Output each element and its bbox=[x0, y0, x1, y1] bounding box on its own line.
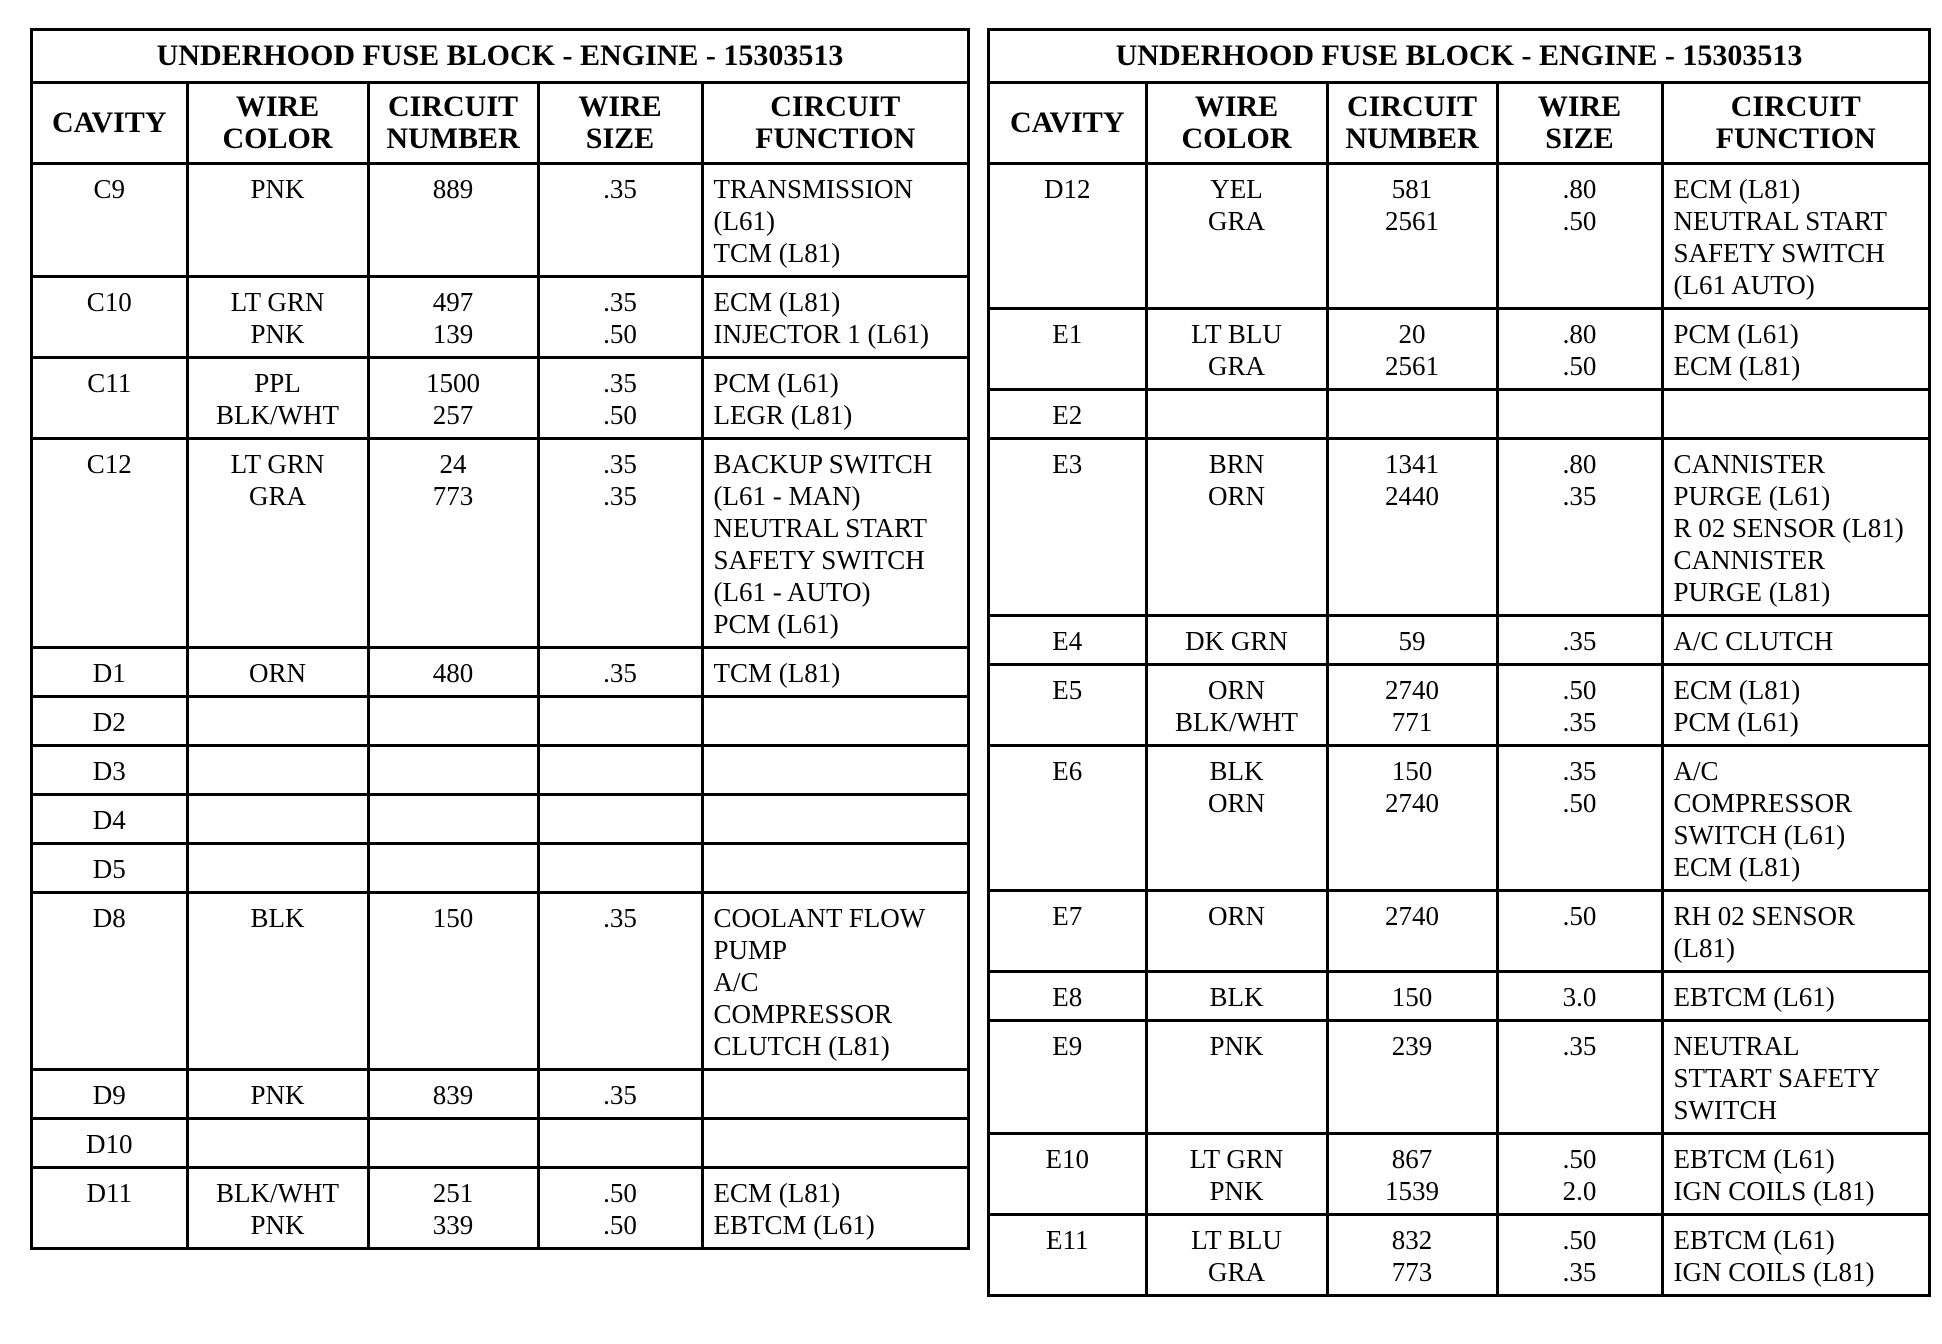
cell-circuit-number: 889 bbox=[368, 164, 538, 277]
cell-wire-color: PPL BLK/WHT bbox=[187, 358, 368, 439]
cell-circuit-number: 480 bbox=[368, 648, 538, 697]
cell-circuit-number bbox=[1327, 390, 1497, 439]
table-row bbox=[33, 795, 967, 844]
cell-circuit-number: 59 bbox=[1327, 616, 1497, 665]
cell-cavity: E5 bbox=[990, 665, 1146, 746]
cell-wire-size: .50 .35 bbox=[1497, 665, 1662, 746]
cell-wire-size: .35 bbox=[538, 1070, 702, 1119]
cell-circuit-number: 2740 bbox=[1327, 891, 1497, 972]
cell-cavity: D4 bbox=[33, 795, 187, 844]
cell-wire-color: LT GRN GRA bbox=[187, 439, 368, 648]
table-row bbox=[33, 1168, 967, 1248]
cell-cavity: E3 bbox=[990, 439, 1146, 616]
cell-wire-color: BLK/WHT PNK bbox=[187, 1168, 368, 1248]
table-row bbox=[33, 648, 967, 697]
cell-circuit-function: A/C COMPRESSOR SWITCH (L61) ECM (L81) bbox=[1662, 746, 1928, 891]
table-row bbox=[990, 390, 1928, 439]
cell-circuit-function: ECM (L81) EBTCM (L61) bbox=[702, 1168, 967, 1248]
cell-circuit-function: CANNISTER PURGE (L61) R 02 SENSOR (L81) CANNISTER PURGE (L81) bbox=[1662, 439, 1928, 616]
cell-circuit-function: PCM (L61) ECM (L81) bbox=[1662, 309, 1928, 390]
cell-wire-size bbox=[1497, 390, 1662, 439]
cell-wire-color bbox=[187, 844, 368, 893]
cell-circuit-function bbox=[702, 697, 967, 746]
fuse-table bbox=[33, 31, 967, 1247]
cell-circuit-number bbox=[368, 844, 538, 893]
cell-wire-size: .35 bbox=[538, 164, 702, 277]
cell-circuit-number: 2740 771 bbox=[1327, 665, 1497, 746]
cell-cavity: E8 bbox=[990, 972, 1146, 1021]
cell-wire-color: ORN bbox=[187, 648, 368, 697]
cell-wire-size: .50 bbox=[1497, 891, 1662, 972]
cell-wire-size: .35 .50 bbox=[1497, 746, 1662, 891]
table-row bbox=[990, 439, 1928, 616]
cell-cavity: D1 bbox=[33, 648, 187, 697]
cell-circuit-number: 867 1539 bbox=[1327, 1134, 1497, 1215]
header-circuit-number: CIRCUIT NUMBER bbox=[368, 83, 538, 164]
cell-cavity: D9 bbox=[33, 1070, 187, 1119]
header-circuit-function: CIRCUIT FUNCTION bbox=[702, 83, 967, 164]
cell-wire-color: LT GRN PNK bbox=[187, 277, 368, 358]
cell-wire-size: .35 .50 bbox=[538, 277, 702, 358]
header-wire-size: WIRE SIZE bbox=[538, 83, 702, 164]
cell-wire-color: LT BLU GRA bbox=[1146, 1215, 1327, 1295]
cell-wire-size: 3.0 bbox=[1497, 972, 1662, 1021]
table-body bbox=[33, 164, 967, 1248]
table-row bbox=[33, 697, 967, 746]
cell-cavity: D12 bbox=[990, 164, 1146, 309]
cell-cavity: C11 bbox=[33, 358, 187, 439]
cell-wire-size bbox=[538, 1119, 702, 1168]
cell-circuit-number bbox=[368, 697, 538, 746]
cell-wire-size bbox=[538, 795, 702, 844]
table-row bbox=[33, 277, 967, 358]
cell-circuit-number: 251 339 bbox=[368, 1168, 538, 1248]
cell-cavity: E2 bbox=[990, 390, 1146, 439]
cell-circuit-function: EBTCM (L61) bbox=[1662, 972, 1928, 1021]
cell-circuit-number: 832 773 bbox=[1327, 1215, 1497, 1295]
cell-wire-size: .35 .35 bbox=[538, 439, 702, 648]
cell-circuit-number bbox=[368, 1119, 538, 1168]
table-row bbox=[33, 1119, 967, 1168]
cell-circuit-function: EBTCM (L61) IGN COILS (L81) bbox=[1662, 1134, 1928, 1215]
cell-circuit-number: 1500 257 bbox=[368, 358, 538, 439]
cell-cavity: E6 bbox=[990, 746, 1146, 891]
cell-circuit-function: RH 02 SENSOR (L81) bbox=[1662, 891, 1928, 972]
cell-circuit-function bbox=[702, 1070, 967, 1119]
table-row bbox=[33, 893, 967, 1070]
cell-wire-color: ORN BLK/WHT bbox=[1146, 665, 1327, 746]
cell-cavity: D2 bbox=[33, 697, 187, 746]
cell-wire-color: PNK bbox=[1146, 1021, 1327, 1134]
cell-circuit-function: ECM (L81) INJECTOR 1 (L61) bbox=[702, 277, 967, 358]
cell-circuit-function: TCM (L81) bbox=[702, 648, 967, 697]
cell-wire-color bbox=[187, 746, 368, 795]
cell-wire-size: .80 .50 bbox=[1497, 309, 1662, 390]
cell-cavity: C9 bbox=[33, 164, 187, 277]
table-row bbox=[33, 844, 967, 893]
table-title: UNDERHOOD FUSE BLOCK - ENGINE - 15303513 bbox=[990, 31, 1928, 83]
cell-circuit-function: BACKUP SWITCH (L61 - MAN) NEUTRAL START SAFETY SWITCH (L61 - AUTO) PCM (L61) bbox=[702, 439, 967, 648]
cell-circuit-number: 150 bbox=[1327, 972, 1497, 1021]
cell-wire-size: .35 bbox=[538, 893, 702, 1070]
cell-wire-color: BRN ORN bbox=[1146, 439, 1327, 616]
cell-wire-color bbox=[187, 1119, 368, 1168]
cell-wire-color: DK GRN bbox=[1146, 616, 1327, 665]
table-row bbox=[990, 972, 1928, 1021]
cell-wire-color: LT GRN PNK bbox=[1146, 1134, 1327, 1215]
cell-cavity: D11 bbox=[33, 1168, 187, 1248]
cell-wire-size: .80 .50 bbox=[1497, 164, 1662, 309]
cell-circuit-number: 839 bbox=[368, 1070, 538, 1119]
cell-circuit-function: NEUTRAL STTART SAFETY SWITCH bbox=[1662, 1021, 1928, 1134]
cell-circuit-number: 24 773 bbox=[368, 439, 538, 648]
cell-circuit-number: 150 bbox=[368, 893, 538, 1070]
table-row bbox=[990, 746, 1928, 891]
cell-cavity: E7 bbox=[990, 891, 1146, 972]
table-row bbox=[990, 309, 1928, 390]
cell-cavity: E1 bbox=[990, 309, 1146, 390]
table-row bbox=[990, 665, 1928, 746]
cell-circuit-function: ECM (L81) NEUTRAL START SAFETY SWITCH (L61 AUTO) bbox=[1662, 164, 1928, 309]
cell-circuit-function bbox=[702, 844, 967, 893]
cell-circuit-function bbox=[702, 746, 967, 795]
cell-wire-color: LT BLU GRA bbox=[1146, 309, 1327, 390]
table-row bbox=[33, 164, 967, 277]
cell-wire-color bbox=[187, 697, 368, 746]
cell-wire-color: BLK ORN bbox=[1146, 746, 1327, 891]
table-row bbox=[990, 616, 1928, 665]
cell-cavity: E4 bbox=[990, 616, 1146, 665]
cell-circuit-function bbox=[702, 795, 967, 844]
header-wire-size: WIRE SIZE bbox=[1497, 83, 1662, 164]
cell-circuit-function: A/C CLUTCH bbox=[1662, 616, 1928, 665]
cell-cavity: D8 bbox=[33, 893, 187, 1070]
cell-circuit-function: COOLANT FLOW PUMP A/C COMPRESSOR CLUTCH (L81) bbox=[702, 893, 967, 1070]
fuse-block-table-left bbox=[30, 28, 970, 1250]
cell-wire-color: ORN bbox=[1146, 891, 1327, 972]
table-row bbox=[33, 358, 967, 439]
cell-wire-color bbox=[1146, 390, 1327, 439]
cell-wire-size: .35 .50 bbox=[538, 358, 702, 439]
cell-wire-size bbox=[538, 844, 702, 893]
cell-wire-color: BLK bbox=[187, 893, 368, 1070]
cell-wire-size bbox=[538, 697, 702, 746]
cell-circuit-number: 581 2561 bbox=[1327, 164, 1497, 309]
cell-cavity: C12 bbox=[33, 439, 187, 648]
cell-cavity: D5 bbox=[33, 844, 187, 893]
fuse-block-table-right bbox=[987, 28, 1931, 1297]
cell-cavity: C10 bbox=[33, 277, 187, 358]
cell-circuit-function bbox=[1662, 390, 1928, 439]
cell-wire-size bbox=[538, 746, 702, 795]
header-circuit-function: CIRCUIT FUNCTION bbox=[1662, 83, 1928, 164]
table-row bbox=[990, 1021, 1928, 1134]
cell-wire-color: YEL GRA bbox=[1146, 164, 1327, 309]
fuse-table bbox=[990, 31, 1928, 1294]
cell-circuit-function: ECM (L81) PCM (L61) bbox=[1662, 665, 1928, 746]
cell-circuit-number bbox=[368, 746, 538, 795]
table-title: UNDERHOOD FUSE BLOCK - ENGINE - 15303513 bbox=[33, 31, 967, 83]
header-cavity: CAVITY bbox=[990, 83, 1146, 164]
cell-cavity: E9 bbox=[990, 1021, 1146, 1134]
table-row bbox=[990, 1215, 1928, 1295]
header-wire-color: WIRE COLOR bbox=[187, 83, 368, 164]
cell-circuit-function: EBTCM (L61) IGN COILS (L81) bbox=[1662, 1215, 1928, 1295]
cell-circuit-function bbox=[702, 1119, 967, 1168]
table-row bbox=[990, 1134, 1928, 1215]
cell-circuit-number: 497 139 bbox=[368, 277, 538, 358]
cell-wire-size: .50 .35 bbox=[1497, 1215, 1662, 1295]
cell-wire-color: PNK bbox=[187, 1070, 368, 1119]
cell-circuit-number: 20 2561 bbox=[1327, 309, 1497, 390]
cell-wire-color bbox=[187, 795, 368, 844]
cell-wire-size: .50 2.0 bbox=[1497, 1134, 1662, 1215]
table-body bbox=[990, 164, 1928, 1295]
cell-wire-color: BLK bbox=[1146, 972, 1327, 1021]
header-wire-color: WIRE COLOR bbox=[1146, 83, 1327, 164]
cell-cavity: D3 bbox=[33, 746, 187, 795]
cell-wire-size: .35 bbox=[1497, 616, 1662, 665]
cell-wire-size: .35 bbox=[538, 648, 702, 697]
cell-wire-size: .80 .35 bbox=[1497, 439, 1662, 616]
cell-circuit-function: PCM (L61) LEGR (L81) bbox=[702, 358, 967, 439]
cell-cavity: E10 bbox=[990, 1134, 1146, 1215]
table-row bbox=[33, 746, 967, 795]
cell-circuit-function: TRANSMISSION (L61) TCM (L81) bbox=[702, 164, 967, 277]
header-circuit-number: CIRCUIT NUMBER bbox=[1327, 83, 1497, 164]
cell-cavity: D10 bbox=[33, 1119, 187, 1168]
table-row bbox=[990, 164, 1928, 309]
table-row bbox=[33, 1070, 967, 1119]
cell-circuit-number: 1341 2440 bbox=[1327, 439, 1497, 616]
header-cavity: CAVITY bbox=[33, 83, 187, 164]
cell-wire-size: .35 bbox=[1497, 1021, 1662, 1134]
table-row bbox=[990, 891, 1928, 972]
cell-circuit-number: 150 2740 bbox=[1327, 746, 1497, 891]
cell-cavity: E11 bbox=[990, 1215, 1146, 1295]
cell-wire-color: PNK bbox=[187, 164, 368, 277]
cell-wire-size: .50 .50 bbox=[538, 1168, 702, 1248]
cell-circuit-number bbox=[368, 795, 538, 844]
table-row bbox=[33, 439, 967, 648]
cell-circuit-number: 239 bbox=[1327, 1021, 1497, 1134]
